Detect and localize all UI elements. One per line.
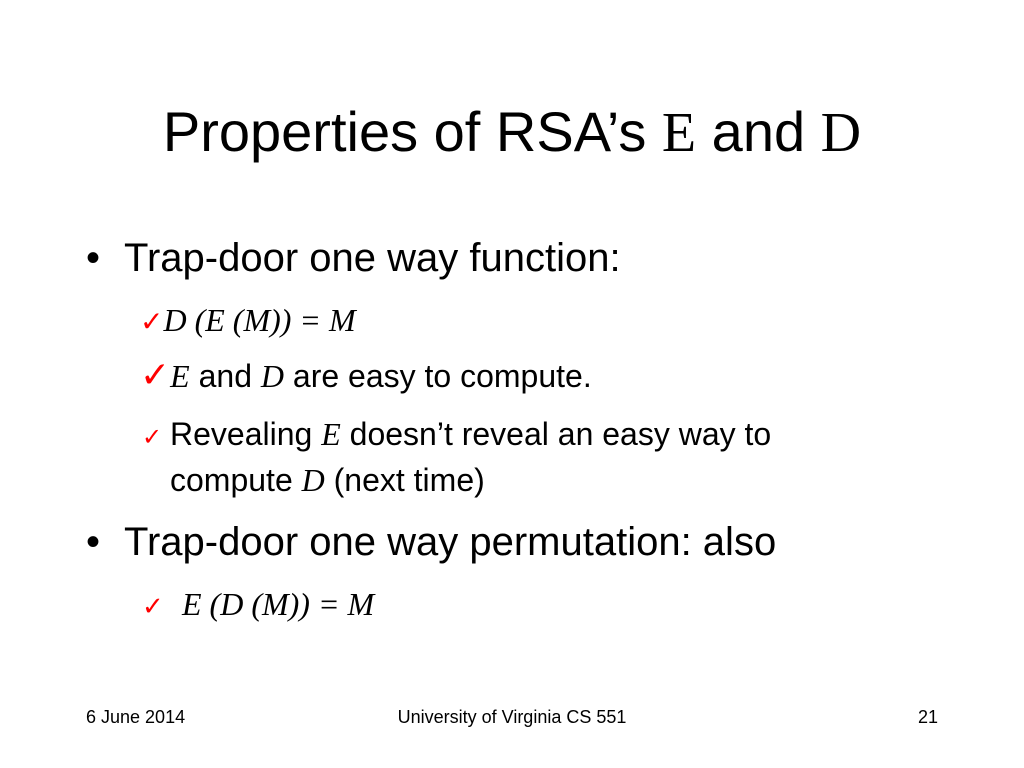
subitem-2-1 (142, 584, 374, 627)
title-prefix: Properties of RSA’s (162, 100, 662, 163)
bullet-2-text: Trap-door one way permutation: also (124, 520, 777, 564)
subitem-1-3-line2 (170, 460, 485, 500)
and-text: and (189, 358, 261, 394)
bullet-dot: • (86, 236, 101, 280)
checkmark-icon: ✓ (142, 592, 164, 622)
var-e: E (321, 416, 341, 452)
footer-page-number: 21 (917, 707, 938, 727)
checkmark-icon: ✓ (142, 423, 163, 451)
title-mid: and (696, 100, 821, 163)
equation-edm: E (D (M)) = M (182, 586, 375, 622)
bullet-1-text: Trap-door one way function: (124, 236, 621, 280)
title-d: D (820, 102, 862, 164)
var-d: D (260, 358, 284, 394)
var-e: E (170, 358, 190, 394)
subitem-1-1 (140, 300, 356, 342)
title-e: E (661, 102, 697, 164)
slide-title (0, 96, 1024, 169)
subitem-text: doesn’t reveal an easy way to (340, 416, 772, 452)
subitem-text: Revealing (170, 416, 322, 452)
checkmark-icon: ✓ (140, 355, 171, 396)
subitem-1-3 (142, 414, 771, 457)
checkmark-icon: ✓ (140, 305, 164, 338)
equation-dem: D (E (M)) = M (163, 302, 356, 338)
var-d: D (301, 462, 325, 498)
subitem-text: (next time) (324, 462, 485, 498)
footer-date: 6 June 2014 (86, 707, 186, 727)
footer-course: University of Virginia CS 551 (397, 707, 627, 727)
subitem-1-2 (140, 356, 592, 396)
bullet-dot: • (86, 520, 101, 564)
subitem-text: are easy to compute. (284, 358, 592, 394)
subitem-text: compute (170, 462, 302, 498)
